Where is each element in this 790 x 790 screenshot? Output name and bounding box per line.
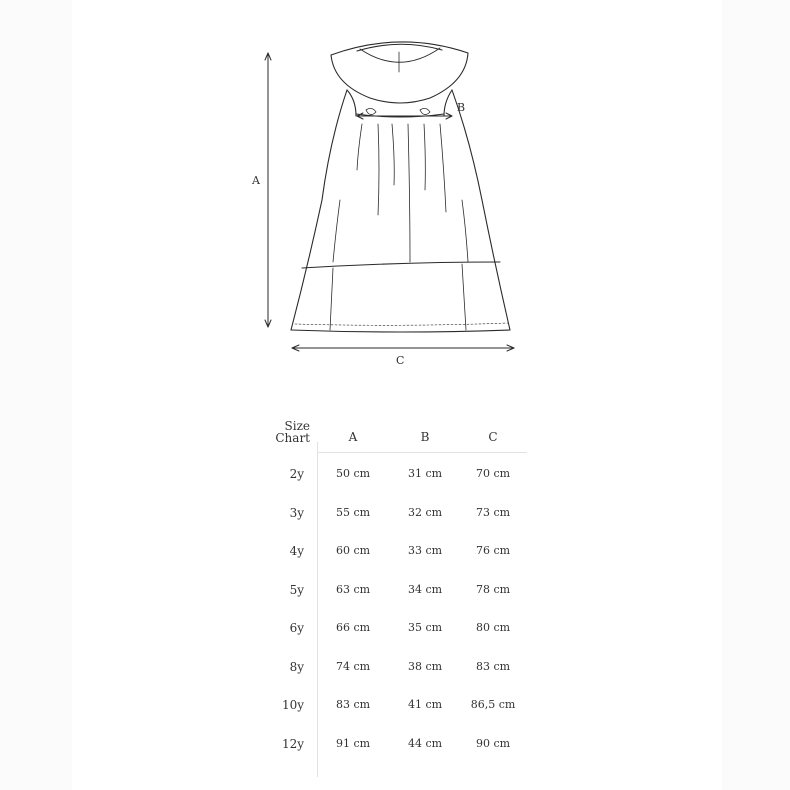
size-cell: 3y <box>289 506 304 520</box>
cell-b: 32 cm <box>407 506 443 519</box>
cell-c: 70 cm <box>475 467 511 480</box>
cell-a: 83 cm <box>335 698 371 711</box>
cell-b: 33 cm <box>407 544 443 557</box>
table-row <box>268 737 538 753</box>
cell-c: 86,5 cm <box>470 698 516 711</box>
size-cell: 5y <box>289 583 304 597</box>
table-row <box>268 467 538 483</box>
cell-b: 31 cm <box>407 467 443 480</box>
table-row <box>268 583 538 599</box>
cell-c: 73 cm <box>475 506 511 519</box>
cell-b: 35 cm <box>407 621 443 634</box>
cell-a: 91 cm <box>335 737 371 750</box>
measure-label-c: C <box>396 354 405 367</box>
cell-c: 78 cm <box>475 583 511 596</box>
cell-b: 34 cm <box>407 583 443 596</box>
cell-a: 74 cm <box>335 660 371 673</box>
column-header-b: B <box>420 430 430 444</box>
table-divider-horizontal <box>317 452 527 453</box>
cell-a: 66 cm <box>335 621 371 634</box>
cell-a: 60 cm <box>335 544 371 557</box>
size-chart-heading <box>268 420 310 444</box>
cell-c: 90 cm <box>475 737 511 750</box>
cell-c: 83 cm <box>475 660 511 673</box>
cell-b: 38 cm <box>407 660 443 673</box>
table-row <box>268 698 538 714</box>
size-cell: 8y <box>289 660 304 674</box>
cell-c: 80 cm <box>475 621 511 634</box>
size-cell: 10y <box>281 698 304 712</box>
size-cell: 4y <box>289 544 304 558</box>
cell-b: 41 cm <box>407 698 443 711</box>
size-cell: 6y <box>289 621 304 635</box>
cell-a: 50 cm <box>335 467 371 480</box>
table-divider-vertical <box>317 442 318 777</box>
column-header-c: C <box>488 430 498 444</box>
size-cell: 12y <box>281 737 304 751</box>
table-row <box>268 621 538 637</box>
cell-a: 63 cm <box>335 583 371 596</box>
size-heading-line2: Chart <box>275 431 310 445</box>
size-cell: 2y <box>289 467 304 481</box>
cell-b: 44 cm <box>407 737 443 750</box>
size-heading-line1: Size <box>284 419 310 433</box>
table-row <box>268 506 538 522</box>
table-row <box>268 660 538 676</box>
cell-c: 76 cm <box>475 544 511 557</box>
cell-a: 55 cm <box>335 506 371 519</box>
measure-label-a: A <box>252 174 260 187</box>
table-row <box>268 544 538 560</box>
column-header-a: A <box>348 430 358 444</box>
measure-label-b: B <box>457 101 466 114</box>
